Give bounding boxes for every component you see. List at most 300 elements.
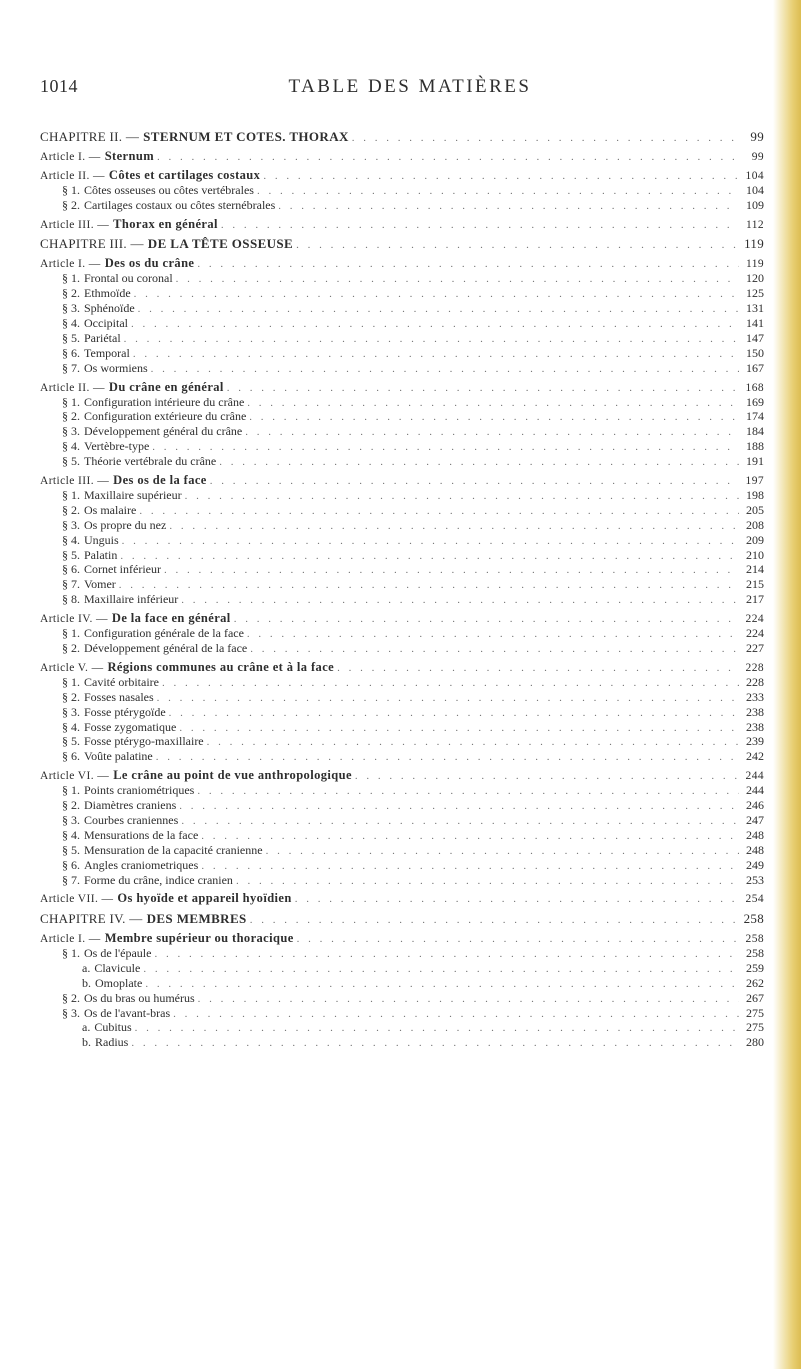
toc-entry-title: Développement général de la face <box>84 640 248 655</box>
toc-entry-label <box>40 659 334 676</box>
toc-page-number: 258 <box>746 945 764 960</box>
toc-page-number: 248 <box>746 842 764 857</box>
toc-page-number: 242 <box>746 749 764 764</box>
toc-entry-label <box>62 828 198 843</box>
toc-entry-number: § 1. <box>62 394 80 409</box>
toc-entry-label <box>62 873 233 888</box>
toc-entry-number: § 4. <box>62 439 80 454</box>
toc-entry-label <box>62 271 173 286</box>
dot-leader <box>179 721 739 736</box>
toc-section-row <box>40 626 764 641</box>
toc-entry-number: Article I. — <box>40 932 101 945</box>
toc-page-number: 131 <box>746 301 764 316</box>
toc-article-row <box>40 767 764 783</box>
toc-entry-number: § 5. <box>62 734 80 749</box>
toc-page-number: 147 <box>746 330 764 345</box>
toc-section-row <box>40 690 764 705</box>
dot-leader <box>122 534 739 549</box>
toc-entry-title: Configuration intérieure du crâne <box>84 394 245 409</box>
dot-leader <box>124 332 739 347</box>
toc-entry-label <box>62 488 182 503</box>
toc-page-number: 210 <box>746 547 764 562</box>
toc-page-number: 254 <box>745 893 764 906</box>
toc-entry-number: Article II. — <box>40 381 105 394</box>
toc-entry-label <box>62 690 154 705</box>
toc-entry-number: CHAPITRE II. — <box>40 129 140 144</box>
toc-entry-number: § 6. <box>62 857 80 872</box>
page-number: 1014 <box>40 76 78 96</box>
toc-entry-title: Radius <box>95 1035 129 1050</box>
toc-section-row <box>40 991 764 1006</box>
dot-leader <box>234 611 739 627</box>
toc-entry-label <box>62 783 194 798</box>
dot-leader <box>250 642 739 657</box>
toc-entry-label <box>62 577 116 592</box>
toc-entry-title: Os propre du nez <box>84 517 167 532</box>
toc-entry-title: Fosse ptérygo-maxillaire <box>84 734 204 749</box>
toc-section-row <box>40 783 764 798</box>
toc-entry-title: Vomer <box>84 577 116 592</box>
toc-entry-title: Des os de la face <box>113 472 207 487</box>
toc-entry-title: Forme du crâne, indice cranien <box>84 872 233 887</box>
toc-entry-title: Palatin <box>84 547 118 562</box>
toc-section-row <box>40 331 764 346</box>
toc-entry-number: § 4. <box>62 827 80 842</box>
dot-leader <box>162 676 739 691</box>
toc-section-row <box>40 271 764 286</box>
dot-leader <box>221 217 739 233</box>
toc-entry-title: Régions communes au crâne et à la face <box>107 659 335 674</box>
toc-section-row <box>40 361 764 376</box>
dot-leader <box>296 237 739 254</box>
toc-section-row <box>40 858 764 873</box>
toc-entry-label <box>62 503 136 518</box>
toc-entry-label <box>82 1020 132 1035</box>
toc-entry-title: Configuration extérieure du crâne <box>84 409 247 424</box>
toc-section-row <box>40 518 764 533</box>
toc-entry-title: Omoplate <box>95 975 143 990</box>
toc-section-row <box>40 813 764 828</box>
toc-entry-title: Mensuration de la capacité cranienne <box>84 842 263 857</box>
running-title: TABLE DES MATIÈRES <box>288 76 532 97</box>
toc-entry-title: Vertèbre-type <box>84 439 150 454</box>
table-of-contents <box>40 128 764 1050</box>
toc-entry-number: Article VI. — <box>40 770 110 783</box>
toc-entry-label <box>62 720 176 735</box>
toc-entry-number: Article V. — <box>40 661 104 674</box>
toc-chapter-row <box>40 235 764 252</box>
toc-sub-row <box>40 1020 764 1035</box>
toc-section-row <box>40 316 764 331</box>
toc-chapter-row <box>40 128 764 145</box>
toc-page-number: 238 <box>746 719 764 734</box>
toc-entry-title: Ethmoïde <box>84 286 131 301</box>
toc-page-number: 112 <box>745 218 764 231</box>
toc-page-number: 215 <box>746 577 764 592</box>
toc-page-number: 258 <box>745 932 764 945</box>
dot-leader <box>157 149 739 165</box>
toc-entry-number: § 2. <box>62 640 80 655</box>
toc-section-row <box>40 734 764 749</box>
dot-leader <box>134 287 739 302</box>
toc-page-number: 125 <box>746 286 764 301</box>
toc-page-number: 169 <box>746 394 764 409</box>
toc-entry-number: § 2. <box>62 798 80 813</box>
toc-entry-number: § 5. <box>62 547 80 562</box>
dot-leader <box>169 706 739 721</box>
toc-entry-label <box>62 592 178 607</box>
toc-entry-label <box>62 705 166 720</box>
toc-entry-label <box>62 562 161 577</box>
toc-section-row <box>40 395 764 410</box>
dot-leader <box>138 302 739 317</box>
toc-entry-title: Points craniométriques <box>84 783 195 798</box>
toc-entry-title: Unguis <box>84 532 119 547</box>
toc-entry-title: DE LA TÊTE OSSEUSE <box>147 236 294 252</box>
toc-section-row <box>40 562 764 577</box>
toc-chapter-row <box>40 910 764 927</box>
toc-entry-number: § 7. <box>62 577 80 592</box>
toc-page-number: 217 <box>746 592 764 607</box>
toc-page-number: 244 <box>746 783 764 798</box>
toc-entry-number: § 2. <box>62 197 80 212</box>
dot-leader <box>247 627 739 642</box>
toc-page-number: 205 <box>746 502 764 517</box>
dot-leader <box>297 931 739 947</box>
dot-leader <box>210 473 739 489</box>
toc-entry-number: § 2. <box>62 409 80 424</box>
toc-page-number: 246 <box>746 798 764 813</box>
toc-entry-label <box>82 1035 128 1050</box>
toc-entry-title: De la face en général <box>111 611 231 626</box>
toc-entry-number: Article VII. — <box>40 893 114 906</box>
toc-entry-number: § 3. <box>62 704 80 719</box>
toc-entry-title: Voûte palatine <box>84 749 153 764</box>
dot-leader <box>337 660 739 676</box>
toc-page-number: 150 <box>746 345 764 360</box>
toc-entry-label <box>62 439 149 454</box>
dot-leader <box>249 410 739 425</box>
toc-entry-number: § 1. <box>62 674 80 689</box>
toc-page-number: 119 <box>744 236 764 252</box>
toc-page-number: 191 <box>746 454 764 469</box>
toc-page-number: 247 <box>746 813 764 827</box>
toc-entry-title: Thorax en général <box>113 216 218 231</box>
toc-entry-label <box>62 813 178 828</box>
toc-entry-number: § 5. <box>62 454 80 469</box>
toc-section-row <box>40 548 764 563</box>
toc-entry-title: Occipital <box>84 315 128 330</box>
toc-page-number: 167 <box>746 360 764 375</box>
page-header <box>0 76 760 102</box>
toc-page-number: 208 <box>746 517 764 532</box>
toc-entry-number: Article IV. — <box>40 613 108 626</box>
toc-entry-title: Sternum <box>104 149 155 163</box>
toc-entry-title: Côtes et cartilages costaux <box>108 168 261 182</box>
dot-leader <box>266 844 739 859</box>
toc-article-row <box>40 659 764 675</box>
toc-entry-number: a. <box>82 960 91 975</box>
toc-page-number: 228 <box>746 674 764 689</box>
toc-entry-label <box>62 198 275 213</box>
toc-entry-title: Membre supérieur ou thoracique <box>104 930 294 945</box>
toc-article-row <box>40 167 764 183</box>
toc-entry-title: Cornet inférieur <box>84 562 161 577</box>
dot-leader <box>245 425 739 440</box>
toc-page-number: 238 <box>746 704 764 719</box>
toc-entry-label <box>82 961 140 976</box>
dot-leader <box>164 563 739 578</box>
toc-entry-label <box>62 286 131 301</box>
toc-page-number: 275 <box>746 1020 764 1035</box>
toc-article-row <box>40 379 764 395</box>
dot-leader <box>152 440 739 455</box>
dot-leader <box>198 992 739 1007</box>
toc-article-row <box>40 610 764 626</box>
toc-page-number: 233 <box>746 689 764 704</box>
toc-page-number: 244 <box>745 770 764 783</box>
dot-leader <box>181 814 739 829</box>
dot-leader <box>131 317 739 332</box>
dot-leader <box>154 947 739 962</box>
dot-leader <box>236 874 739 889</box>
toc-entry-label <box>40 910 247 927</box>
toc-entry-label <box>62 424 242 439</box>
toc-article-row <box>40 255 764 271</box>
toc-entry-number: § 1. <box>62 626 80 641</box>
dot-leader <box>145 977 739 992</box>
dot-leader <box>181 593 739 608</box>
toc-entry-label <box>62 734 204 749</box>
dot-leader <box>179 799 739 814</box>
toc-entry-number: § 1. <box>62 945 80 960</box>
toc-entry-number: a. <box>82 1020 91 1035</box>
toc-entry-number: § 1. <box>62 183 80 197</box>
dot-leader <box>143 962 739 977</box>
toc-section-row <box>40 577 764 592</box>
toc-section-row <box>40 533 764 548</box>
toc-entry-number: § 1. <box>62 487 80 502</box>
toc-entry-label <box>82 976 142 991</box>
toc-entry-label <box>62 675 159 690</box>
toc-entry-label <box>40 255 194 272</box>
dot-leader <box>278 199 739 214</box>
toc-section-row <box>40 946 764 961</box>
toc-section-row <box>40 720 764 735</box>
toc-page-number: 99 <box>751 151 764 163</box>
toc-entry-title: Côtes osseuses ou côtes vertébrales <box>84 183 254 197</box>
dot-leader <box>197 784 739 799</box>
dot-leader <box>131 1036 739 1051</box>
toc-entry-label <box>40 128 349 145</box>
toc-entry-label <box>62 533 119 548</box>
toc-entry-number: § 3. <box>62 813 80 827</box>
toc-section-row <box>40 705 764 720</box>
toc-entry-title: Cartilages costaux ou côtes sternébrales <box>84 197 276 212</box>
toc-entry-number: § 4. <box>62 532 80 547</box>
toc-article-row <box>40 148 764 164</box>
toc-entry-title: Développement général du crâne <box>84 424 243 439</box>
toc-entry-number: CHAPITRE IV. — <box>40 910 143 926</box>
toc-entry-label <box>40 216 218 233</box>
dot-leader <box>263 168 739 184</box>
dot-leader <box>207 735 739 750</box>
toc-entry-number: § 2. <box>62 286 80 301</box>
toc-entry-number: § 3. <box>62 424 80 439</box>
page-edge-shading <box>773 0 801 1369</box>
toc-entry-label <box>62 183 254 198</box>
toc-section-row <box>40 592 764 607</box>
toc-entry-number: CHAPITRE III. — <box>40 236 144 252</box>
toc-section-row <box>40 301 764 316</box>
toc-entry-number: § 7. <box>62 872 80 887</box>
toc-entry-number: § 3. <box>62 301 80 316</box>
toc-entry-title: STERNUM ET COTES. THORAX <box>143 129 349 144</box>
dot-leader <box>257 184 739 199</box>
toc-page-number: 224 <box>745 613 764 626</box>
toc-page-number: 104 <box>745 170 764 182</box>
toc-entry-title: Diamètres craniens <box>84 798 177 813</box>
dot-leader <box>247 396 739 411</box>
toc-section-row <box>40 346 764 361</box>
toc-entry-title: Configuration générale de la face <box>84 626 244 641</box>
toc-section-row <box>40 641 764 656</box>
toc-entry-label <box>40 167 260 184</box>
toc-sub-row <box>40 1035 764 1050</box>
toc-section-row <box>40 749 764 764</box>
toc-section-row <box>40 828 764 843</box>
dot-leader <box>157 691 739 706</box>
toc-section-row <box>40 1006 764 1021</box>
toc-entry-number: § 6. <box>62 345 80 360</box>
toc-entry-title: Pariétal <box>84 330 121 345</box>
toc-page-number: 99 <box>750 129 764 144</box>
toc-entry-title: Angles craniometriques <box>84 857 199 872</box>
dot-leader <box>133 347 739 362</box>
toc-article-row <box>40 472 764 488</box>
toc-entry-title: Os wormiens <box>84 360 148 375</box>
dot-leader <box>151 362 739 377</box>
toc-entry-number: § 3. <box>62 1005 80 1020</box>
toc-entry-label <box>40 472 207 489</box>
toc-entry-label <box>62 346 130 361</box>
toc-page-number: 227 <box>746 640 764 655</box>
dot-leader <box>119 578 739 593</box>
toc-entry-title: Mensurations de la face <box>84 827 199 842</box>
toc-entry-title: Os du bras ou humérus <box>84 990 195 1005</box>
toc-article-row <box>40 930 764 946</box>
toc-article-row <box>40 890 764 906</box>
dot-leader <box>156 750 739 765</box>
toc-entry-label <box>40 379 224 396</box>
toc-sub-row <box>40 961 764 976</box>
toc-entry-label <box>62 843 263 858</box>
toc-entry-label <box>62 749 153 764</box>
toc-entry-title: Des os du crâne <box>104 256 195 271</box>
dot-leader <box>201 829 739 844</box>
toc-page-number: 275 <box>746 1005 764 1020</box>
toc-page-number: 259 <box>746 960 764 975</box>
toc-entry-label <box>62 518 166 533</box>
toc-page-number: 267 <box>746 990 764 1005</box>
toc-entry-number: § 2. <box>62 502 80 517</box>
toc-entry-label <box>62 991 195 1006</box>
toc-entry-label <box>62 331 121 346</box>
toc-entry-number: § 8. <box>62 592 80 607</box>
toc-entry-title: Fosses nasales <box>84 689 154 704</box>
dot-leader <box>139 504 739 519</box>
toc-section-row <box>40 488 764 503</box>
toc-section-row <box>40 439 764 454</box>
toc-page-number: 249 <box>746 857 764 872</box>
toc-entry-number: Article III. — <box>40 218 110 231</box>
toc-entry-title: Le crâne au point de vue anthropologique <box>113 768 352 783</box>
toc-entry-label <box>40 930 294 947</box>
dot-leader <box>135 1021 739 1036</box>
toc-entry-label <box>40 610 231 627</box>
toc-entry-title: Os malaire <box>84 502 137 517</box>
toc-page-number: 224 <box>746 626 764 641</box>
toc-entry-label <box>62 798 176 813</box>
toc-section-row <box>40 454 764 469</box>
toc-section-row <box>40 798 764 813</box>
toc-entry-number: § 1. <box>62 271 80 286</box>
toc-entry-label <box>40 767 352 784</box>
toc-entry-title: Os de l'épaule <box>84 945 152 960</box>
toc-entry-title: Maxillaire supérieur <box>84 487 182 502</box>
toc-page-number: 119 <box>745 258 764 271</box>
toc-entry-label <box>62 454 216 469</box>
dot-leader <box>185 489 739 504</box>
toc-entry-title: DES MEMBRES <box>146 910 247 926</box>
dot-leader <box>227 380 739 396</box>
toc-entry-label <box>62 548 117 563</box>
dot-leader <box>169 519 739 534</box>
toc-page-number: 239 <box>746 734 764 749</box>
toc-entry-title: Théorie vertébrale du crâne <box>84 454 217 469</box>
toc-page-number: 188 <box>746 439 764 454</box>
toc-entry-title: Maxillaire inférieur <box>84 592 179 607</box>
toc-entry-number: § 7. <box>62 360 80 375</box>
toc-entry-label <box>62 641 247 656</box>
toc-entry-title: Fosse zygomatique <box>84 719 177 734</box>
toc-entry-title: Cubitus <box>94 1020 132 1035</box>
toc-entry-number: § 6. <box>62 749 80 764</box>
toc-entry-title: Clavicule <box>94 960 141 975</box>
toc-section-row <box>40 424 764 439</box>
toc-page-number: 104 <box>746 183 764 197</box>
toc-entry-label <box>62 361 148 376</box>
toc-entry-title: Os de l'avant-bras <box>84 1005 171 1020</box>
dot-leader <box>355 768 739 784</box>
toc-entry-number: § 3. <box>62 517 80 532</box>
toc-entry-number: § 2. <box>62 990 80 1005</box>
toc-page-number: 258 <box>743 910 764 926</box>
dot-leader <box>219 455 739 470</box>
toc-section-row <box>40 873 764 888</box>
toc-entry-title: Courbes craniennes <box>84 813 179 827</box>
dot-leader <box>120 549 739 564</box>
toc-entry-label <box>62 946 151 961</box>
toc-section-row <box>40 409 764 424</box>
toc-entry-number: Article II. — <box>40 170 105 182</box>
toc-page-number: 214 <box>746 562 764 577</box>
toc-entry-label <box>62 626 244 641</box>
toc-page-number: 198 <box>746 487 764 502</box>
dot-leader <box>250 912 739 929</box>
toc-entry-title: Fosse ptérygoïde <box>84 704 166 719</box>
toc-entry-number: § 5. <box>62 842 80 857</box>
